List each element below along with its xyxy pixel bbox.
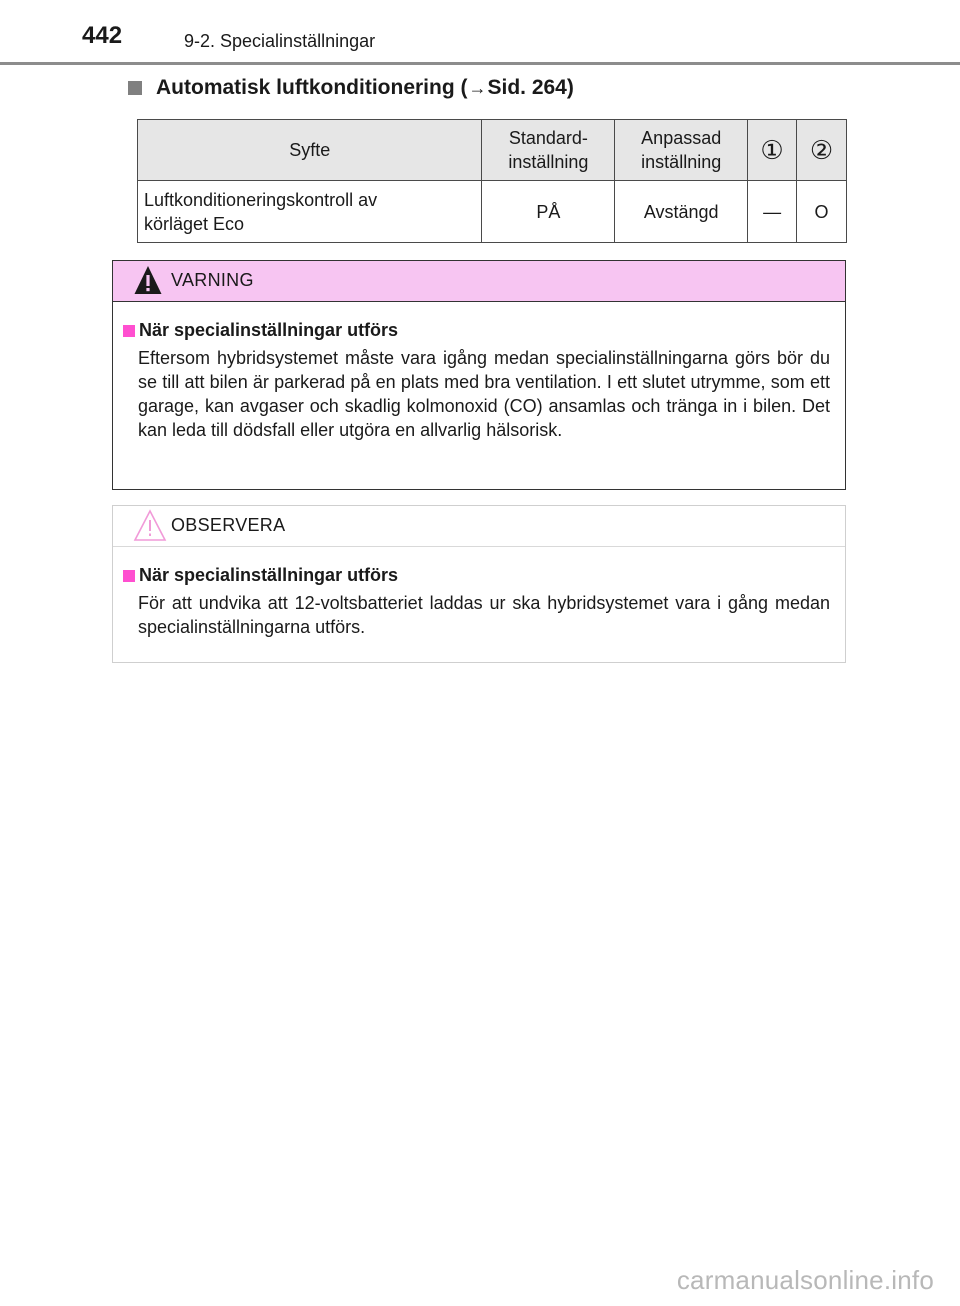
warning-label: VARNING <box>171 270 254 290</box>
section-title: 9-2. Specialinställningar <box>184 31 376 51</box>
settings-table <box>137 119 847 243</box>
warning-header <box>113 261 845 302</box>
bullet-square-icon <box>123 570 135 582</box>
warning-body <box>113 302 845 442</box>
watermark: carmanualsonline.info <box>676 1265 934 1295</box>
cell-purpose-line2: körläget Eco <box>144 213 245 234</box>
header-rule <box>0 62 960 65</box>
cell-custom: Avstängd <box>615 181 748 243</box>
header-custom <box>615 120 748 181</box>
notice-text: För att undvika att 12-voltsbatteriet laddas ur ska hybridsystemet vara i gång medan specialinställningarna utförs. <box>138 593 830 637</box>
subheading-page-ref[interactable]: Sid. 264) <box>487 76 574 99</box>
table-header-row <box>138 120 847 181</box>
subheading-square-icon <box>128 81 142 95</box>
subheading-text: Automatisk luftkonditionering ( <box>156 76 468 99</box>
notice-box <box>112 505 846 663</box>
header-default <box>482 120 615 181</box>
cell-col-2: O <box>797 181 847 243</box>
notice-label: OBSERVERA <box>171 515 286 535</box>
cell-col-1: — <box>748 181 797 243</box>
subheading <box>128 76 574 100</box>
bullet-square-icon <box>123 325 135 337</box>
notice-title-text: När specialinställningar utförs <box>139 565 399 585</box>
warning-text: Eftersom hybridsystemet måste vara igång medan specialinställningarna görs bör du se till att bilen är parkerad på en plats med bra ventilation. I ett slutet utrymme, som ett garage, kan avgaser och skadlig kolmonoxid (CO) ansamlas och tränga in i bilen. Det kan leda till dödsfall eller utgöra en allvarlig hälsorisk. <box>138 348 830 440</box>
warning-item-title <box>123 320 830 341</box>
header-col-1: ① <box>748 120 797 181</box>
header-default-line1: Standard- <box>508 128 588 148</box>
notice-body <box>113 547 845 639</box>
cell-purpose <box>138 181 482 243</box>
page-header <box>0 0 960 66</box>
header-custom-line2: inställning <box>641 152 722 172</box>
header-default-line2: inställning <box>508 152 589 172</box>
notice-header <box>113 506 845 547</box>
header-col-2: ② <box>797 120 847 181</box>
cell-purpose-line1: Luftkonditioneringskontroll av <box>144 189 378 210</box>
warning-title-text: När specialinställningar utförs <box>139 320 399 340</box>
header-custom-line1: Anpassad <box>641 128 722 148</box>
notice-item-title <box>123 565 830 586</box>
warning-triangle-icon <box>133 264 163 296</box>
table-row <box>138 181 847 243</box>
warning-box <box>112 260 846 490</box>
caution-triangle-outline-icon <box>133 509 167 543</box>
header-purpose: Syfte <box>138 120 482 181</box>
arrow-right-icon: → <box>468 77 487 98</box>
page-number: 442 <box>82 22 123 49</box>
cell-default: PÅ <box>482 181 615 243</box>
